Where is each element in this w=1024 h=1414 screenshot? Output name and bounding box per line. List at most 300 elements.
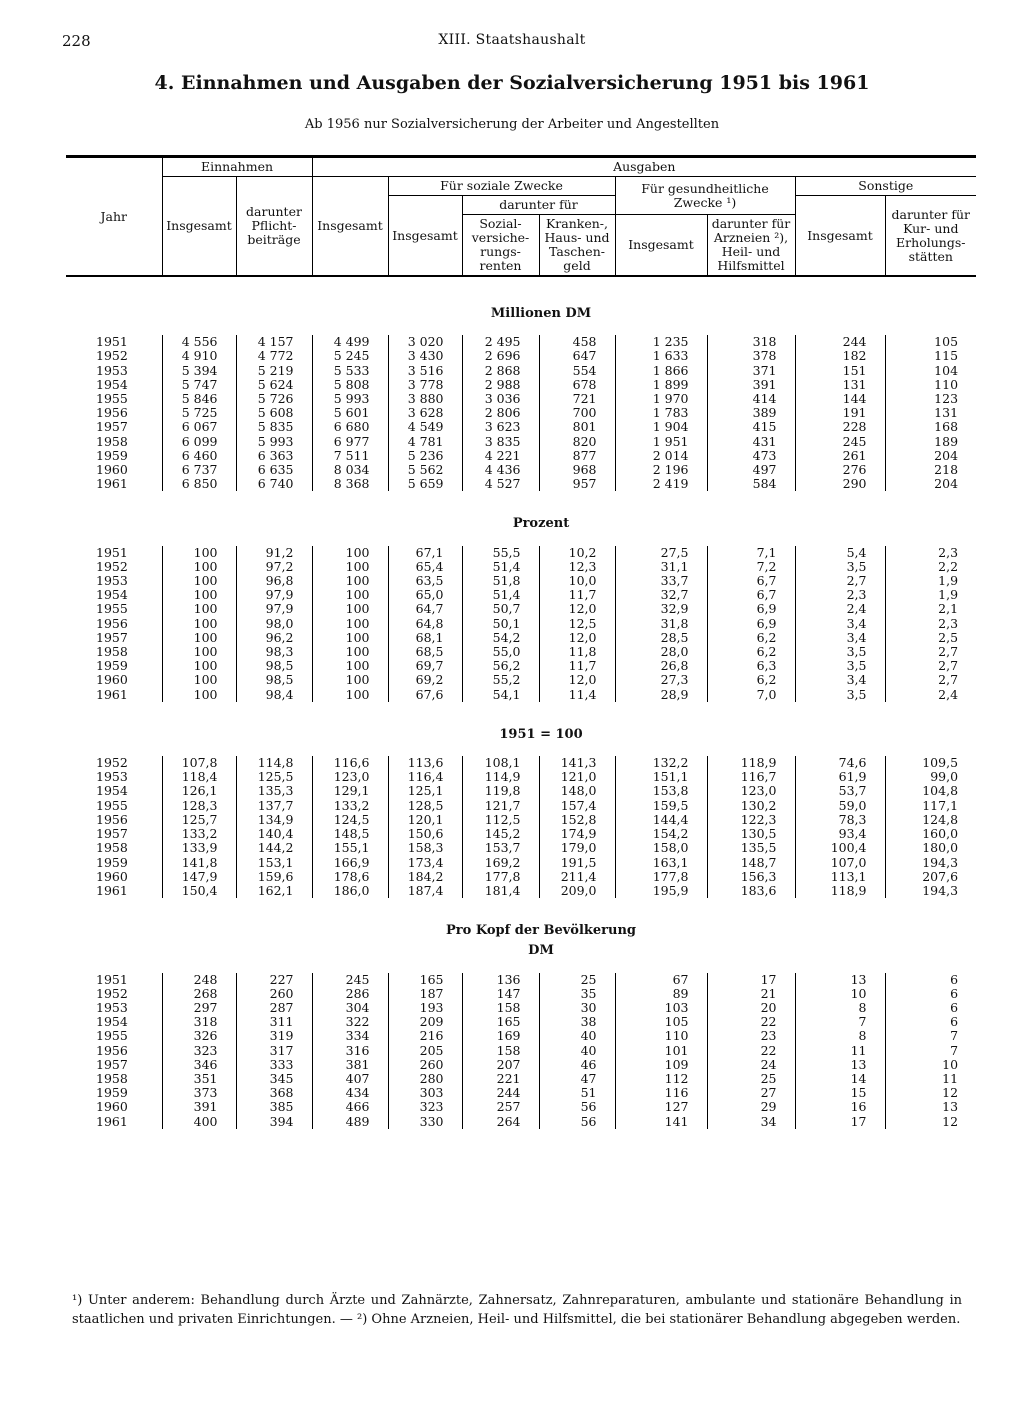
cell-soz-insgesamt: 205 [388, 1044, 462, 1058]
cell-ein-insgesamt: 326 [162, 1029, 236, 1043]
cell-ges-arznei: 497 [707, 463, 795, 477]
cell-ges-insgesamt: 1 633 [615, 349, 707, 363]
cell-son-kur: 2,3 [885, 617, 976, 631]
cell-jahr: 1959 [96, 1085, 128, 1101]
cell-son-kur: 117,1 [885, 799, 976, 813]
cell-aus-insgesamt: 7 511 [312, 449, 388, 463]
table-row [66, 1058, 976, 1072]
cell-jahr: 1961 [96, 686, 128, 702]
cell-aus-insgesamt: 8 368 [312, 477, 388, 491]
cell-son-kur: 1,9 [885, 588, 976, 602]
cell-soz-renten: 55,0 [462, 645, 539, 659]
cell-soz-renten: 145,2 [462, 827, 539, 841]
cell-ges-arznei: 22 [707, 1044, 795, 1058]
cell-aus-insgesamt: 129,1 [312, 784, 388, 798]
cell-soz-renten: 2 806 [462, 406, 539, 420]
cell-jahr: 1956 [96, 405, 128, 421]
section-heading-row [66, 517, 976, 531]
cell-ges-arznei: 6,9 [707, 617, 795, 631]
cell-soz-renten: 51,4 [462, 588, 539, 602]
cell-ein-insgesamt: 100 [162, 688, 236, 702]
cell-ges-arznei: 20 [707, 1001, 795, 1015]
cell-aus-insgesamt: 166,9 [312, 856, 388, 870]
table-row [66, 659, 976, 673]
cell-soz-renten: 153,7 [462, 841, 539, 855]
cell-soz-renten: 169,2 [462, 856, 539, 870]
cell-soz-insgesamt: 128,5 [388, 799, 462, 813]
cell-son-insgesamt: 3,4 [795, 617, 885, 631]
table-header [66, 157, 976, 277]
cell-son-insgesamt: 61,9 [795, 770, 885, 784]
cell-soz-renten: 244 [462, 1086, 539, 1100]
cell-son-kur: 194,3 [885, 856, 976, 870]
cell-son-kur: 124,8 [885, 813, 976, 827]
cell-son-insgesamt: 13 [795, 973, 885, 987]
cell-son-insgesamt: 3,4 [795, 631, 885, 645]
cell-aus-insgesamt: 8 034 [312, 463, 388, 477]
cell-aus-insgesamt: 178,6 [312, 870, 388, 884]
cell-ges-insgesamt: 67 [615, 973, 707, 987]
cell-jahr: 1957 [96, 1056, 128, 1072]
table-row [66, 1029, 976, 1043]
table-row [66, 987, 976, 1001]
cell-ges-arznei: 584 [707, 477, 795, 491]
cell-ges-arznei: 7,1 [707, 546, 795, 560]
cell-son-kur: 109,5 [885, 756, 976, 770]
cell-ges-insgesamt: 153,8 [615, 784, 707, 798]
table-row [66, 770, 976, 784]
cell-son-insgesamt: 3,5 [795, 688, 885, 702]
cell-soz-kranken: 700 [539, 406, 615, 420]
cell-aus-insgesamt: 6 680 [312, 420, 388, 434]
section-spacer [66, 491, 976, 517]
cell-soz-insgesamt: 3 880 [388, 392, 462, 406]
cell-son-kur: 7 [885, 1044, 976, 1058]
cell-soz-renten: 55,2 [462, 673, 539, 687]
cell-son-insgesamt: 15 [795, 1086, 885, 1100]
cell-ein-insgesamt: 100 [162, 588, 236, 602]
cell-ein-insgesamt: 100 [162, 659, 236, 673]
cell-ein-insgesamt: 6 850 [162, 477, 236, 491]
cell-ges-insgesamt: 1 235 [615, 335, 707, 349]
cell-son-insgesamt: 14 [795, 1072, 885, 1086]
cell-ges-arznei: 378 [707, 349, 795, 363]
cell-son-insgesamt: 113,1 [795, 870, 885, 884]
cell-jahr: 1955 [96, 1028, 128, 1044]
table-row [66, 1072, 976, 1086]
cell-soz-insgesamt: 68,5 [388, 645, 462, 659]
table-row [66, 813, 976, 827]
cell-aus-insgesamt: 6 977 [312, 435, 388, 449]
cell-ges-insgesamt: 2 014 [615, 449, 707, 463]
cell-jahr: 1954 [96, 587, 128, 603]
table-row [66, 602, 976, 616]
cell-son-kur: 207,6 [885, 870, 976, 884]
cell-soz-kranken: 11,8 [539, 645, 615, 659]
cell-ges-insgesamt: 159,5 [615, 799, 707, 813]
cell-ein-pflicht: 140,4 [236, 827, 312, 841]
cell-soz-kranken: 46 [539, 1058, 615, 1072]
cell-ges-arznei: 6,7 [707, 574, 795, 588]
cell-soz-renten: 119,8 [462, 784, 539, 798]
cell-ges-insgesamt: 32,9 [615, 602, 707, 616]
cell-soz-kranken: 25 [539, 973, 615, 987]
cell-soz-kranken: 12,0 [539, 673, 615, 687]
cell-soz-kranken: 957 [539, 477, 615, 491]
cell-aus-insgesamt: 466 [312, 1100, 388, 1114]
cell-soz-kranken: 38 [539, 1015, 615, 1029]
section-subheading: DM [528, 943, 554, 959]
cell-ges-insgesamt: 151,1 [615, 770, 707, 784]
cell-ein-pflicht: 97,9 [236, 588, 312, 602]
cell-ges-insgesamt: 28,9 [615, 688, 707, 702]
cell-son-kur: 131 [885, 406, 976, 420]
cell-aus-insgesamt: 100 [312, 659, 388, 673]
cell-soz-renten: 54,2 [462, 631, 539, 645]
cell-jahr: 1951 [96, 971, 128, 987]
cell-ges-arznei: 27 [707, 1086, 795, 1100]
cell-son-kur: 2,7 [885, 673, 976, 687]
cell-ges-insgesamt: 158,0 [615, 841, 707, 855]
cell-soz-renten: 55,5 [462, 546, 539, 560]
cell-ges-insgesamt: 195,9 [615, 884, 707, 898]
cell-soz-kranken: 179,0 [539, 841, 615, 855]
cell-jahr: 1960 [96, 1099, 128, 1115]
cell-soz-renten: 2 868 [462, 364, 539, 378]
cell-soz-kranken: 35 [539, 987, 615, 1001]
cell-soz-renten: 2 495 [462, 335, 539, 349]
cell-ges-arznei: 6,2 [707, 645, 795, 659]
cell-jahr: 1953 [96, 999, 128, 1015]
cell-ges-insgesamt: 110 [615, 1029, 707, 1043]
table-row [66, 1001, 976, 1015]
cell-son-kur: 218 [885, 463, 976, 477]
cell-aus-insgesamt: 316 [312, 1044, 388, 1058]
cell-soz-insgesamt: 150,6 [388, 827, 462, 841]
table-row [66, 420, 976, 434]
cell-son-insgesamt: 93,4 [795, 827, 885, 841]
cell-soz-kranken: 209,0 [539, 884, 615, 898]
cell-ein-pflicht: 5 608 [236, 406, 312, 420]
cell-jahr: 1958 [96, 644, 128, 660]
cell-jahr: 1951 [96, 544, 128, 560]
cell-ein-insgesamt: 4 556 [162, 335, 236, 349]
cell-ein-insgesamt: 323 [162, 1044, 236, 1058]
cell-son-insgesamt: 16 [795, 1100, 885, 1114]
cell-ges-insgesamt: 109 [615, 1058, 707, 1072]
cell-son-insgesamt: 2,7 [795, 574, 885, 588]
cell-son-insgesamt: 151 [795, 364, 885, 378]
table-row [66, 856, 976, 870]
cell-ges-arznei: 130,5 [707, 827, 795, 841]
cell-jahr: 1959 [96, 854, 128, 870]
cell-soz-insgesamt: 193 [388, 1001, 462, 1015]
cell-aus-insgesamt: 100 [312, 546, 388, 560]
cell-soz-renten: 4 436 [462, 463, 539, 477]
cell-soz-kranken: 141,3 [539, 756, 615, 770]
cell-ein-pflicht: 159,6 [236, 870, 312, 884]
cell-soz-insgesamt: 64,7 [388, 602, 462, 616]
cell-jahr: 1961 [96, 882, 128, 898]
cell-aus-insgesamt: 100 [312, 673, 388, 687]
cell-ein-pflicht: 144,2 [236, 841, 312, 855]
cell-aus-insgesamt: 116,6 [312, 756, 388, 770]
cell-ein-insgesamt: 147,9 [162, 870, 236, 884]
cell-ein-pflicht: 5 835 [236, 420, 312, 434]
cell-aus-insgesamt: 148,5 [312, 827, 388, 841]
footnote: ¹) Unter anderem: Behandlung durch Ärzte und Zahnärzte, Zahnersatz, Zahnreparaturen, ambulante und stationäre Behandlung in staatlichen und privaten Einrichtungen. — ²) Ohne Arzneien, Heil- und Hilfsmittel, die bei stationärer Behandlung abgegeben werden. [72, 1293, 962, 1327]
cell-ein-insgesamt: 128,3 [162, 799, 236, 813]
cell-son-kur: 115 [885, 349, 976, 363]
col-ges-insgesamt: Insgesamt [615, 215, 707, 277]
cell-son-kur: 13 [885, 1100, 976, 1114]
cell-ein-pflicht: 287 [236, 1001, 312, 1015]
table-row [66, 1086, 976, 1100]
cell-ges-insgesamt: 27,5 [615, 546, 707, 560]
table-row [66, 1115, 976, 1129]
col-ein-insgesamt: Insgesamt [162, 177, 236, 277]
cell-soz-kranken: 121,0 [539, 770, 615, 784]
table-row [66, 784, 976, 798]
statistics-table-container [66, 155, 976, 1129]
cell-jahr: 1954 [96, 783, 128, 799]
cell-soz-kranken: 47 [539, 1072, 615, 1086]
cell-son-kur: 180,0 [885, 841, 976, 855]
cell-jahr: 1952 [96, 755, 128, 771]
cell-ges-arznei: 414 [707, 392, 795, 406]
cell-ges-insgesamt: 105 [615, 1015, 707, 1029]
cell-ein-insgesamt: 100 [162, 645, 236, 659]
cell-ein-pflicht: 96,8 [236, 574, 312, 588]
cell-jahr: 1957 [96, 629, 128, 645]
cell-soz-renten: 56,2 [462, 659, 539, 673]
running-head: XIII. Staatshaushalt [438, 32, 586, 48]
cell-son-kur: 2,1 [885, 602, 976, 616]
table-row [66, 756, 976, 770]
cell-soz-kranken: 801 [539, 420, 615, 434]
cell-son-kur: 194,3 [885, 884, 976, 898]
cell-ein-insgesamt: 373 [162, 1086, 236, 1100]
table-row [66, 673, 976, 687]
cell-aus-insgesamt: 5 533 [312, 364, 388, 378]
cell-soz-kranken: 721 [539, 392, 615, 406]
cell-jahr: 1954 [96, 1014, 128, 1030]
cell-soz-renten: 158 [462, 1044, 539, 1058]
cell-soz-renten: 112,5 [462, 813, 539, 827]
cell-ein-insgesamt: 391 [162, 1100, 236, 1114]
cell-son-kur: 6 [885, 973, 976, 987]
section-heading: Pro Kopf der Bevölkerung [446, 923, 637, 939]
col-son-kur: darunter für Kur- und Erholungs-stätten [885, 196, 976, 277]
cell-soz-insgesamt: 3 020 [388, 335, 462, 349]
cell-soz-renten: 165 [462, 1015, 539, 1029]
cell-aus-insgesamt: 5 808 [312, 378, 388, 392]
cell-ein-pflicht: 368 [236, 1086, 312, 1100]
cell-ein-insgesamt: 248 [162, 973, 236, 987]
cell-son-insgesamt: 2,4 [795, 602, 885, 616]
cell-soz-insgesamt: 5 562 [388, 463, 462, 477]
cell-soz-kranken: 10,2 [539, 546, 615, 560]
cell-son-kur: 2,7 [885, 659, 976, 673]
cell-soz-kranken: 152,8 [539, 813, 615, 827]
cell-jahr: 1956 [96, 811, 128, 827]
cell-ges-insgesamt: 116 [615, 1086, 707, 1100]
cell-ges-arznei: 118,9 [707, 756, 795, 770]
cell-soz-insgesamt: 187,4 [388, 884, 462, 898]
cell-ein-pflicht: 317 [236, 1044, 312, 1058]
cell-son-insgesamt: 8 [795, 1029, 885, 1043]
cell-soz-insgesamt: 68,1 [388, 631, 462, 645]
cell-soz-renten: 136 [462, 973, 539, 987]
cell-ein-pflicht: 125,5 [236, 770, 312, 784]
cell-ein-pflicht: 97,2 [236, 560, 312, 574]
cell-son-insgesamt: 245 [795, 435, 885, 449]
table-row [66, 841, 976, 855]
cell-ges-arznei: 34 [707, 1115, 795, 1129]
cell-soz-kranken: 11,7 [539, 588, 615, 602]
table-row [66, 973, 976, 987]
cell-jahr: 1960 [96, 462, 128, 478]
cell-son-kur: 105 [885, 335, 976, 349]
cell-soz-kranken: 174,9 [539, 827, 615, 841]
table-row [66, 1100, 976, 1114]
cell-aus-insgesamt: 100 [312, 602, 388, 616]
cell-son-kur: 10 [885, 1058, 976, 1072]
cell-soz-renten: 207 [462, 1058, 539, 1072]
table-body [66, 276, 976, 1129]
cell-ges-insgesamt: 26,8 [615, 659, 707, 673]
cell-soz-renten: 4 527 [462, 477, 539, 491]
cell-ein-insgesamt: 5 394 [162, 364, 236, 378]
cell-ges-arznei: 415 [707, 420, 795, 434]
cell-soz-renten: 50,7 [462, 602, 539, 616]
table-title: 4. Einnahmen und Ausgaben der Sozialversicherung 1951 bis 1961 [154, 72, 870, 94]
cell-ein-insgesamt: 100 [162, 631, 236, 645]
cell-ges-arznei: 7,2 [707, 560, 795, 574]
cell-jahr: 1957 [96, 826, 128, 842]
cell-soz-insgesamt: 69,7 [388, 659, 462, 673]
cell-aus-insgesamt: 334 [312, 1029, 388, 1043]
cell-son-insgesamt: 276 [795, 463, 885, 477]
cell-ges-insgesamt: 101 [615, 1044, 707, 1058]
cell-jahr: 1961 [96, 476, 128, 492]
cell-son-insgesamt: 74,6 [795, 756, 885, 770]
cell-soz-insgesamt: 3 516 [388, 364, 462, 378]
cell-ges-arznei: 6,3 [707, 659, 795, 673]
cell-ein-pflicht: 5 726 [236, 392, 312, 406]
cell-soz-renten: 51,8 [462, 574, 539, 588]
cell-soz-insgesamt: 330 [388, 1115, 462, 1129]
cell-ges-insgesamt: 27,3 [615, 673, 707, 687]
cell-ges-insgesamt: 1 951 [615, 435, 707, 449]
page-number: 228 [62, 32, 91, 50]
cell-soz-insgesamt: 116,4 [388, 770, 462, 784]
cell-jahr: 1955 [96, 601, 128, 617]
cell-son-kur: 12 [885, 1086, 976, 1100]
group-gesundheitliche-zwecke: Für gesundheitliche Zwecke ¹) [615, 177, 795, 215]
cell-aus-insgesamt: 304 [312, 1001, 388, 1015]
cell-son-insgesamt: 107,0 [795, 856, 885, 870]
cell-son-kur: 6 [885, 1001, 976, 1015]
cell-ein-pflicht: 135,3 [236, 784, 312, 798]
cell-ein-insgesamt: 268 [162, 987, 236, 1001]
cell-ges-insgesamt: 32,7 [615, 588, 707, 602]
cell-son-kur: 104 [885, 364, 976, 378]
cell-son-insgesamt: 8 [795, 1001, 885, 1015]
table-row [66, 435, 976, 449]
cell-aus-insgesamt: 5 245 [312, 349, 388, 363]
cell-aus-insgesamt: 100 [312, 645, 388, 659]
cell-ges-insgesamt: 163,1 [615, 856, 707, 870]
cell-soz-kranken: 554 [539, 364, 615, 378]
cell-ges-insgesamt: 31,1 [615, 560, 707, 574]
cell-son-insgesamt: 144 [795, 392, 885, 406]
cell-ein-insgesamt: 6 067 [162, 420, 236, 434]
col-soz-renten: Sozial-versiche-rungs-renten [462, 215, 539, 277]
section-heading: Millionen DM [490, 306, 592, 321]
cell-ges-arznei: 23 [707, 1029, 795, 1043]
cell-soz-renten: 114,9 [462, 770, 539, 784]
cell-aus-insgesamt: 4 499 [312, 335, 388, 349]
cell-ein-pflicht: 5 624 [236, 378, 312, 392]
cell-son-insgesamt: 3,4 [795, 673, 885, 687]
table-row [66, 364, 976, 378]
cell-soz-insgesamt: 260 [388, 1058, 462, 1072]
cell-ges-arznei: 318 [707, 335, 795, 349]
cell-soz-insgesamt: 184,2 [388, 870, 462, 884]
cell-ges-arznei: 391 [707, 378, 795, 392]
cell-soz-insgesamt: 63,5 [388, 574, 462, 588]
cell-ein-pflicht: 311 [236, 1015, 312, 1029]
table-row [66, 392, 976, 406]
cell-soz-kranken: 51 [539, 1086, 615, 1100]
cell-soz-kranken: 10,0 [539, 574, 615, 588]
cell-ges-arznei: 29 [707, 1100, 795, 1114]
cell-son-insgesamt: 3,5 [795, 560, 885, 574]
cell-ein-insgesamt: 5 846 [162, 392, 236, 406]
cell-son-kur: 2,3 [885, 546, 976, 560]
cell-son-kur: 204 [885, 449, 976, 463]
cell-son-kur: 2,4 [885, 688, 976, 702]
table-row [66, 546, 976, 560]
cell-ein-insgesamt: 6 099 [162, 435, 236, 449]
table-subtitle: Ab 1956 nur Sozialversicherung der Arbeiter und Angestellten [304, 117, 720, 132]
cell-ein-insgesamt: 297 [162, 1001, 236, 1015]
table-row [66, 406, 976, 420]
cell-aus-insgesamt: 407 [312, 1072, 388, 1086]
cell-ges-arznei: 183,6 [707, 884, 795, 898]
cell-ges-insgesamt: 127 [615, 1100, 707, 1114]
cell-soz-insgesamt: 303 [388, 1086, 462, 1100]
cell-son-insgesamt: 11 [795, 1044, 885, 1058]
cell-soz-kranken: 647 [539, 349, 615, 363]
cell-son-insgesamt: 7 [795, 1015, 885, 1029]
cell-son-kur: 11 [885, 1072, 976, 1086]
cell-ein-pflicht: 98,3 [236, 645, 312, 659]
cell-soz-insgesamt: 165 [388, 973, 462, 987]
section-heading-row [66, 307, 976, 321]
cell-jahr: 1961 [96, 1113, 128, 1129]
cell-aus-insgesamt: 286 [312, 987, 388, 1001]
cell-ges-insgesamt: 33,7 [615, 574, 707, 588]
cell-ein-pflicht: 97,9 [236, 602, 312, 616]
cell-ges-arznei: 371 [707, 364, 795, 378]
cell-ein-insgesamt: 126,1 [162, 784, 236, 798]
cell-ein-insgesamt: 5 725 [162, 406, 236, 420]
cell-soz-insgesamt: 65,4 [388, 560, 462, 574]
table-row [66, 560, 976, 574]
cell-son-insgesamt: 59,0 [795, 799, 885, 813]
